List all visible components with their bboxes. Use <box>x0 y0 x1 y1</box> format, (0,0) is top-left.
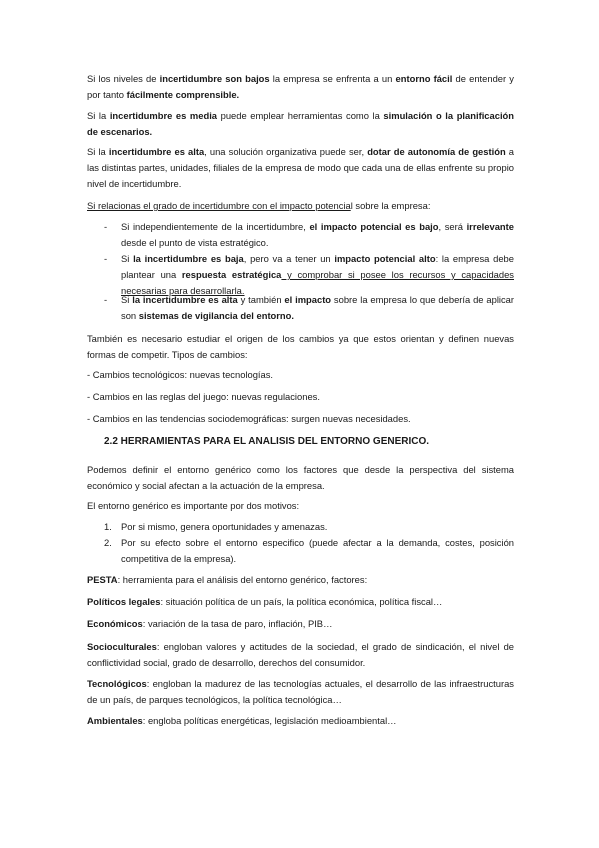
paragraph-change-trends: - Cambios en las tendencias sociodemográficas: surgen nuevas necesidades. <box>87 413 411 424</box>
paragraph-change-tech: - Cambios tecnológicos: nuevas tecnologías. <box>87 369 274 380</box>
paragraph-change-rules: - Cambios en las reglas del juego: nuevas regulaciones. <box>87 391 320 402</box>
paragraph-low-uncertainty: Si los niveles de incertidumbre son bajos la empresa se enfrenta a un entorno fácil de entender y por tanto fácilmente comprensible. <box>87 73 514 100</box>
paragraph-medium-uncertainty: Si la incertidumbre es media puede emplear herramientas como la simulación o la planificación de escenarios. <box>87 110 514 137</box>
list-item: - Si independientemente de la incertidumbre, el impacto potencial es bajo, será irrelevante desde el punto de vista estratégico. <box>104 221 514 248</box>
list-item: 2. Por su efecto sobre el entorno especifico (puede afectar a la demanda, costes, posición competitiva de la empresa). <box>104 537 514 564</box>
paragraph-high-uncertainty: Si la incertidumbre es alta, una solución organizativa puede ser, dotar de autonomía de gestión a las distintas partes, unidades, filiales de la empresa de modo que cada una de ellas enfrente su propio nivel de incertidumbre. <box>87 146 514 189</box>
list-item: - Si la incertidumbre es alta y también el impacto sobre la empresa lo que debería de aplicar son sistemas de vigilancia del entorno. <box>104 294 515 321</box>
list-item: 1. Por si mismo, genera oportunidades y amenazas. <box>104 521 328 532</box>
paragraph-environmental: Ambientales: engloba políticas energéticas, legislación medioambiental… <box>87 715 397 726</box>
paragraph-impact-intro: Si relacionas el grado de incertidumbre con el impacto potencial sobre la empresa: <box>87 200 431 211</box>
paragraph-economic: Económicos: variación de la tasa de paro, inflación, PIB… <box>87 618 333 629</box>
paragraph-generic-reasons: El entorno genérico es importante por dos motivos: <box>87 500 300 511</box>
list-item: - Si la incertidumbre es baja, pero va a tener un impacto potencial alto: la empresa debe plantear una respuesta estratégica y comprobar si posee los recursos y capacidades necesarias para desarrollarla. <box>104 253 514 296</box>
paragraph-political: Políticos legales: situación política de un país, la política económica, política fiscal… <box>87 596 443 607</box>
paragraph-changes-intro: También es necesario estudiar el origen de los cambios ya que estos orientan y definen nuevas formas de competir. Tipos de cambios: <box>87 333 514 360</box>
section-heading: 2.2 HERRAMIENTAS PARA EL ANALISIS DEL ENTORNO GENERICO. <box>104 436 430 447</box>
paragraph-generic-definition: Podemos definir el entorno genérico como los factores que desde la perspectiva del sistema económico y social afectan a la actuación de la empresa. <box>87 464 514 491</box>
paragraph-sociocultural: Socioculturales: engloban valores y actitudes de la sociedad, el grado de sindicación, el nivel de conflictividad social, grado de desarrollo, derechos del consumidor. <box>87 641 514 668</box>
paragraph-technological: Tecnológicos: engloban la madurez de las tecnologías actuales, el desarrollo de las infraestructuras de un país, de parques tecnológicos, la política tecnológica… <box>87 678 514 705</box>
paragraph-pesta: PESTA: herramienta para el análisis del entorno genérico, factores: <box>87 574 368 585</box>
